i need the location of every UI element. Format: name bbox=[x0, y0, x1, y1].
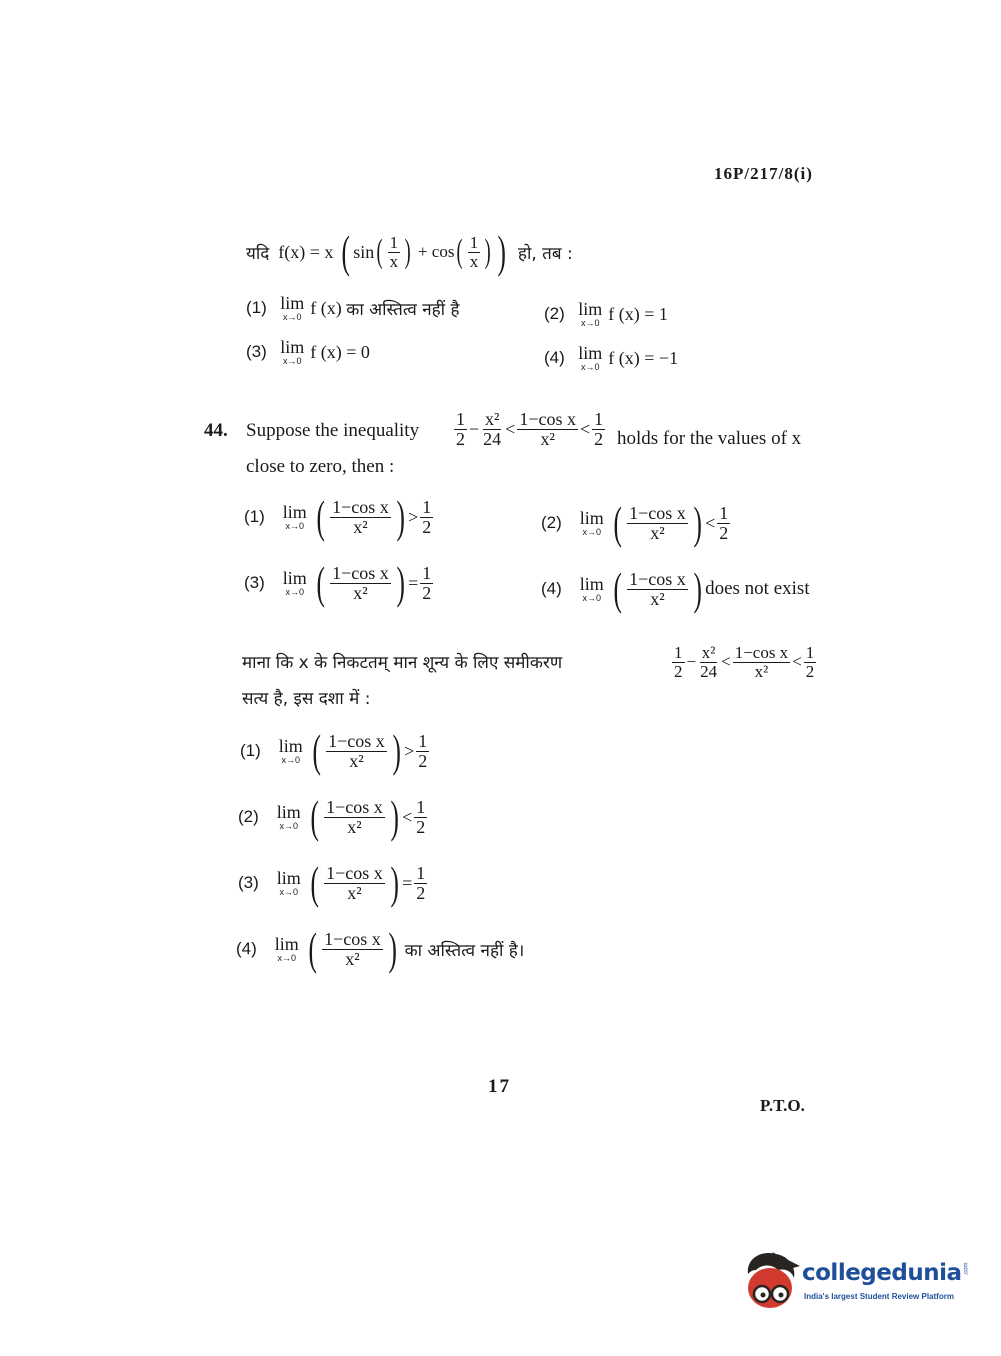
frac-num: 1 bbox=[456, 409, 465, 429]
frac-num: 1−cos x bbox=[332, 562, 389, 583]
frac-half bbox=[420, 498, 433, 537]
paren-open: ( bbox=[613, 563, 622, 614]
frac-den: x² bbox=[754, 661, 769, 681]
q44-hindi-line1: माना कि x के निकटतम् मान शून्य के लिए समीकरण bbox=[242, 653, 563, 673]
frac-den: 2 bbox=[719, 522, 729, 543]
minus-sign: − bbox=[469, 418, 480, 439]
lim-sub: x→0 bbox=[277, 953, 297, 963]
option-number: (1) bbox=[244, 507, 265, 526]
paren-close: ) bbox=[484, 233, 492, 270]
frac-num: 1 bbox=[469, 232, 479, 252]
q44-hindi-option-2 bbox=[238, 791, 429, 842]
lim-symbol bbox=[275, 935, 299, 963]
frac-num: 1−cos x bbox=[629, 568, 686, 589]
frac-cos bbox=[322, 930, 383, 969]
paren-close: ) bbox=[497, 226, 506, 277]
q43-frac bbox=[468, 234, 481, 271]
option-number: (3) bbox=[238, 873, 259, 892]
lim-word: lim bbox=[282, 568, 307, 588]
frac-num: 1−cos x bbox=[326, 796, 383, 817]
lim-sub: x→0 bbox=[581, 318, 600, 328]
lt-sign: < bbox=[792, 652, 802, 672]
frac-num: 1−cos x bbox=[326, 862, 383, 883]
frac-num: 1−cos x bbox=[519, 409, 576, 429]
paren-close: ) bbox=[693, 497, 702, 548]
option-number: (4) bbox=[541, 579, 562, 598]
frac-half bbox=[672, 644, 685, 681]
lim-sub: x→0 bbox=[279, 887, 299, 897]
option-number: (4) bbox=[544, 348, 565, 367]
lim-word: lim bbox=[274, 934, 299, 954]
option-number: (1) bbox=[246, 298, 267, 317]
lim-word: lim bbox=[579, 574, 604, 594]
paren-open: ( bbox=[310, 857, 319, 908]
gt-sign: > bbox=[408, 506, 419, 527]
frac-den: 2 bbox=[422, 516, 432, 537]
frac-half bbox=[804, 644, 817, 681]
q44-line2: close to zero, then : bbox=[246, 456, 395, 477]
lim-symbol bbox=[283, 569, 307, 597]
paper-code: 16P/217/8(i) bbox=[714, 164, 813, 183]
frac-den: 24 bbox=[700, 661, 718, 681]
frac-den: 2 bbox=[418, 750, 428, 771]
frac-x2-24 bbox=[698, 644, 719, 681]
option-hindi-dne: का अस्तित्व नहीं है। bbox=[404, 940, 525, 961]
lim-word: lim bbox=[280, 337, 305, 357]
lim-symbol bbox=[578, 300, 602, 328]
q44-lead: Suppose the inequality bbox=[246, 420, 420, 441]
paren-open: ( bbox=[316, 491, 325, 542]
q43-suffix: हो, तब : bbox=[517, 243, 573, 264]
lim-symbol bbox=[578, 344, 602, 372]
pto-label: P.T.O. bbox=[760, 1096, 805, 1115]
q43-hindi-statement bbox=[246, 226, 573, 278]
frac-x2-24 bbox=[481, 410, 503, 449]
lim-symbol bbox=[277, 803, 301, 831]
paren-close: ) bbox=[390, 857, 399, 908]
lim-word: lim bbox=[578, 299, 603, 319]
paren-close: ) bbox=[390, 791, 399, 842]
paren-close: ) bbox=[392, 725, 401, 776]
lt-sign: < bbox=[402, 806, 413, 827]
paren-close: ) bbox=[388, 923, 397, 974]
option-expr: f (x) = −1 bbox=[608, 347, 679, 368]
frac-num: x² bbox=[484, 409, 500, 429]
mascot-icon bbox=[742, 1248, 804, 1314]
frac-num: 1 bbox=[416, 796, 426, 817]
frac-cos bbox=[330, 564, 391, 603]
q44-number: 44. bbox=[204, 420, 228, 441]
option-number: (3) bbox=[244, 573, 265, 592]
paren-open: ( bbox=[312, 725, 321, 776]
frac-num: 1 bbox=[416, 862, 426, 883]
frac-cos bbox=[330, 498, 391, 537]
lim-sub: x→0 bbox=[581, 362, 600, 372]
frac-half bbox=[416, 732, 429, 771]
paren-open: ( bbox=[310, 791, 319, 842]
frac-den: x² bbox=[345, 948, 360, 969]
option-number: (3) bbox=[246, 342, 267, 361]
frac-num: 1−cos x bbox=[734, 643, 789, 662]
paren-open: ( bbox=[316, 557, 325, 608]
lim-sub: x→0 bbox=[283, 356, 302, 366]
logo-dotcom: .com bbox=[963, 1262, 970, 1276]
lim-symbol bbox=[280, 338, 304, 366]
lt-sign: < bbox=[721, 652, 731, 672]
q44-hindi-line2: सत्य है, इस दशा में : bbox=[242, 689, 371, 709]
frac-half bbox=[592, 410, 605, 449]
q44-option-4 bbox=[541, 563, 810, 614]
lim-sub: x→0 bbox=[582, 527, 602, 537]
q44-option-3 bbox=[244, 557, 435, 608]
q44-hindi-option-1 bbox=[240, 725, 431, 776]
paren-open: ( bbox=[308, 923, 317, 974]
option-number: (2) bbox=[238, 807, 259, 826]
paren-close: ) bbox=[396, 491, 405, 542]
q43-option-2 bbox=[544, 300, 668, 328]
frac-num: 1 bbox=[422, 496, 432, 517]
frac-cos bbox=[627, 570, 688, 609]
lt-sign: < bbox=[505, 418, 516, 439]
minus-sign: − bbox=[686, 652, 697, 672]
eq-sign: = bbox=[402, 872, 413, 893]
frac-den: x² bbox=[347, 816, 362, 837]
frac-cos bbox=[326, 732, 387, 771]
lim-sub: x→0 bbox=[279, 821, 299, 831]
frac-cos bbox=[733, 644, 791, 681]
frac-den: 2 bbox=[422, 582, 432, 603]
lim-word: lim bbox=[278, 736, 303, 756]
option-hindi-text: का अस्तित्व नहीं है bbox=[346, 299, 460, 320]
lim-word: lim bbox=[276, 802, 301, 822]
lt-sign: < bbox=[579, 418, 591, 439]
option-number: (2) bbox=[541, 513, 562, 532]
frac-num: 1 bbox=[389, 232, 399, 252]
frac-den: 2 bbox=[416, 882, 426, 903]
lim-symbol bbox=[277, 869, 301, 897]
frac-num: 1 bbox=[418, 730, 428, 751]
option-number: (1) bbox=[240, 741, 261, 760]
frac-den: 2 bbox=[674, 661, 683, 681]
paren-close: ) bbox=[404, 233, 411, 270]
frac-den: 2 bbox=[456, 428, 465, 449]
frac-den: x² bbox=[349, 750, 364, 771]
q44-tail: holds for the values of x bbox=[617, 428, 802, 449]
lim-symbol bbox=[580, 509, 604, 537]
frac-cos bbox=[324, 798, 385, 837]
frac-cos bbox=[627, 504, 688, 543]
option-expr: f (x) = 0 bbox=[310, 341, 370, 362]
frac-half bbox=[717, 504, 730, 543]
frac-half bbox=[420, 564, 433, 603]
frac-den: x² bbox=[650, 588, 665, 609]
frac-num: 1−cos x bbox=[332, 496, 389, 517]
paren-close: ) bbox=[693, 563, 702, 614]
paren-open: ( bbox=[341, 226, 350, 277]
page-number: 17 bbox=[488, 1076, 511, 1097]
lim-symbol bbox=[283, 503, 307, 531]
q44-hindi-inequality bbox=[670, 644, 818, 681]
q43-plus-cos: + cos bbox=[417, 242, 455, 261]
q43-sin: sin bbox=[353, 241, 375, 262]
frac-num: 1 bbox=[594, 409, 604, 429]
frac-den: x bbox=[389, 251, 399, 271]
option-dne-text: does not exist bbox=[705, 578, 810, 599]
frac-den: x² bbox=[347, 882, 362, 903]
lt-sign: < bbox=[705, 512, 716, 533]
frac-den: x² bbox=[650, 522, 665, 543]
q44-hindi-option-4 bbox=[236, 923, 525, 974]
paren-open: ( bbox=[613, 497, 622, 548]
lim-symbol bbox=[279, 737, 303, 765]
q43-option-1 bbox=[246, 294, 460, 322]
option-number: (2) bbox=[544, 304, 565, 323]
q44-inequality bbox=[452, 410, 607, 449]
frac-cos bbox=[324, 864, 385, 903]
frac-num: 1−cos x bbox=[324, 928, 381, 949]
frac-num: 1−cos x bbox=[328, 730, 385, 751]
frac-den: x² bbox=[353, 582, 368, 603]
frac-num: 1 bbox=[719, 502, 729, 523]
option-expr: f (x) bbox=[310, 297, 342, 318]
frac-num: 1 bbox=[805, 643, 815, 662]
frac-den: 24 bbox=[483, 428, 502, 449]
frac-num: 1 bbox=[422, 562, 432, 583]
lim-word: lim bbox=[276, 868, 301, 888]
frac-den: 2 bbox=[805, 661, 815, 681]
logo-tagline: India's largest Student Review Platform bbox=[804, 1292, 954, 1301]
q43-option-3 bbox=[246, 338, 370, 366]
lim-word: lim bbox=[579, 508, 604, 528]
frac-half bbox=[414, 798, 427, 837]
paren-open: ( bbox=[376, 233, 384, 270]
lim-word: lim bbox=[578, 343, 603, 363]
q43-option-4 bbox=[544, 344, 678, 372]
q43-fx: f(x) = x bbox=[278, 241, 334, 262]
option-expr: f (x) = 1 bbox=[608, 303, 668, 324]
option-number: (4) bbox=[236, 939, 257, 958]
lim-sub: x→0 bbox=[281, 755, 301, 765]
lim-word: lim bbox=[282, 502, 307, 522]
collegedunia-logo bbox=[742, 1248, 982, 1318]
lim-sub: x→0 bbox=[582, 593, 602, 603]
paren-close: ) bbox=[396, 557, 405, 608]
q43-frac bbox=[388, 234, 401, 271]
frac-den: 2 bbox=[416, 816, 426, 837]
q44-option-2 bbox=[541, 497, 732, 548]
lim-word: lim bbox=[280, 293, 305, 313]
lim-symbol bbox=[580, 575, 604, 603]
q43-prefix: यदि bbox=[246, 243, 270, 264]
frac-num: x² bbox=[701, 643, 716, 662]
frac-den: x bbox=[469, 251, 479, 271]
frac-half bbox=[454, 410, 467, 449]
frac-den: x² bbox=[540, 428, 555, 449]
eq-sign: = bbox=[408, 572, 419, 593]
frac-num: 1 bbox=[674, 643, 683, 662]
lim-sub: x→0 bbox=[285, 587, 305, 597]
q44-hindi-option-3 bbox=[238, 857, 429, 908]
paren-open: ( bbox=[456, 233, 464, 270]
lim-symbol bbox=[280, 294, 304, 322]
gt-sign: > bbox=[404, 740, 415, 761]
frac-half bbox=[414, 864, 427, 903]
logo-brand: collegedunia bbox=[802, 1260, 962, 1286]
q44-option-1 bbox=[244, 491, 435, 542]
frac-den: 2 bbox=[594, 428, 604, 449]
frac-cos bbox=[517, 410, 578, 449]
frac-num: 1−cos x bbox=[629, 502, 686, 523]
lim-sub: x→0 bbox=[283, 312, 302, 322]
frac-den: x² bbox=[353, 516, 368, 537]
lim-sub: x→0 bbox=[285, 521, 305, 531]
